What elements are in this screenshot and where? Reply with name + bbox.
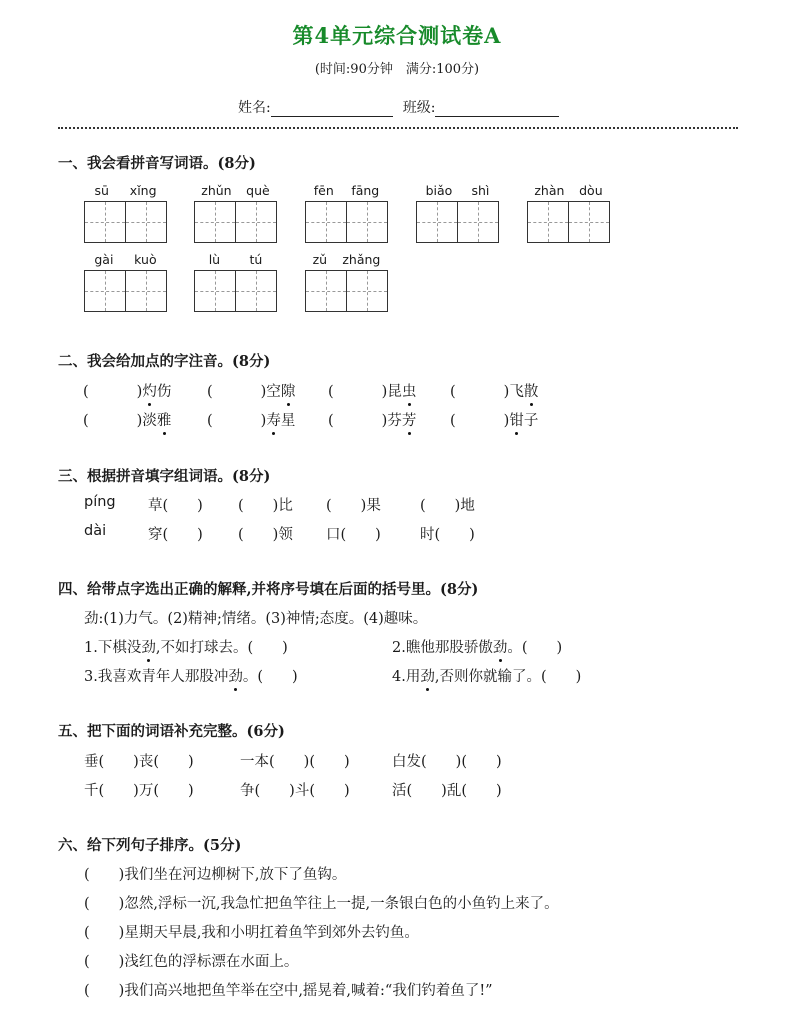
pinyin-word-box[interactable] [305,252,388,312]
paren-close: ) [136,384,143,400]
q-text: 2.瞧他那股骄傲 [392,640,493,656]
sentence-item[interactable]: ( )忽然,浮标一沉,我急忙把鱼竿往上一提,一条银白色的小鱼钓上来了。 [84,896,559,912]
section-1-heading: 一、我会看拼音写词语。(8分) [58,155,256,172]
dotted-char: 劲 [420,665,435,686]
char: 淡 [142,413,157,429]
sentence-item[interactable]: ( )星期天早晨,我和小明扛着鱼竿到郊外去钓鱼。 [84,925,419,941]
fill-item[interactable]: ( )果 [326,498,381,514]
section-3-heading: 三、根据拼音填字组词语。(8分) [58,468,271,485]
dotted-char: 钳 [509,409,524,430]
pinyin-label: píng [84,494,116,510]
char: 星 [280,413,296,429]
sentence-item[interactable]: ( )浅红色的浮标漂在水面上。 [84,954,299,970]
q-text: 4.用 [392,669,421,685]
dotted-char: 散 [524,380,539,401]
dotted-char: 灼 [142,380,157,401]
tianzige-grid[interactable] [194,201,277,243]
paren-close: ) [136,413,143,429]
fill-item[interactable]: 草( ) [148,498,203,514]
question-2[interactable] [392,636,562,657]
exam-info: (时间:90分钟 满分:100分) [314,62,480,77]
paren-close: ) [503,413,510,429]
write-cell[interactable] [195,202,235,242]
pinyin-word-box[interactable] [84,183,167,243]
tianzige-grid[interactable] [527,201,610,243]
fill-item[interactable]: ( )领 [238,527,293,543]
phonetic-item[interactable] [328,409,416,430]
section-5-heading: 五、把下面的词语补充完整。(6分) [58,723,285,740]
question-3[interactable] [84,665,298,686]
pinyin-syllable: biǎo [425,183,453,198]
write-cell[interactable] [85,271,125,311]
char: 芬 [387,413,402,429]
paren-close: ) [260,384,267,400]
write-cell[interactable] [528,202,568,242]
idiom-item[interactable]: 垂( )丧( ) [84,754,194,770]
write-cell[interactable] [417,202,457,242]
paren-close: ) [381,384,388,400]
paren-open: ( [450,413,456,429]
paren-close: ) [260,413,267,429]
phonetic-item[interactable] [207,380,295,401]
write-cell[interactable] [125,271,166,311]
write-cell[interactable] [125,202,166,242]
tianzige-grid[interactable] [305,270,388,312]
q-text: ,不如打球去。( ) [155,640,288,656]
pinyin-word-box[interactable] [194,183,277,243]
tianzige-grid[interactable] [194,270,277,312]
phonetic-item[interactable] [450,409,538,430]
dotted-char: 虫 [402,380,417,401]
tianzige-grid[interactable] [305,201,388,243]
pinyin-syllable: què [246,183,270,198]
write-cell[interactable] [235,202,276,242]
name-class-row [238,97,559,117]
q-text: 。( ) [507,640,563,656]
question-1[interactable] [84,636,288,657]
phonetic-item[interactable] [83,409,171,430]
idiom-item[interactable]: 千( )万( ) [84,783,194,799]
q-text: ,否则你就输了。( ) [434,669,582,685]
paren-open: ( [450,384,456,400]
sentence-item[interactable]: ( )我们高兴地把鱼竿举在空中,摇晃着,喊着:“我们钓着鱼了!” [84,983,493,999]
pinyin-syllable: zhǎng [342,252,381,267]
pinyin-syllable: tú [249,252,263,267]
pinyin-label: dài [84,523,107,539]
paren-open: ( [83,384,89,400]
pinyin-syllable: shì [471,183,490,198]
question-4[interactable] [392,665,581,686]
q-text: 。( ) [242,669,298,685]
class-blank[interactable] [435,101,559,117]
paren-open: ( [328,384,334,400]
fill-item[interactable]: ( )地 [420,498,475,514]
paren-close: ) [381,413,388,429]
char: 子 [523,413,539,429]
name-label: 姓名: [238,100,271,116]
write-cell[interactable] [195,271,235,311]
fill-item[interactable]: 时( ) [420,527,475,543]
char: 昆 [387,384,402,400]
pinyin-syllable: sū [94,183,109,198]
char: 伤 [156,384,172,400]
char: 飞 [509,384,524,400]
pinyin-syllable: xǐng [129,183,157,198]
pinyin-word-box[interactable] [194,252,277,312]
idiom-item[interactable]: 一本( )( ) [240,754,350,770]
pinyin-syllable: zhàn [534,183,565,198]
page-title: 第4单元综合测试卷A [292,23,502,48]
dotted-char: 劲 [228,665,243,686]
tianzige-grid[interactable] [416,201,499,243]
write-cell[interactable] [306,202,346,242]
idiom-item[interactable]: 白发( )( ) [392,754,502,770]
phonetic-item[interactable] [450,380,538,401]
pinyin-word-box[interactable] [527,183,610,243]
write-cell[interactable] [346,202,387,242]
write-cell[interactable] [85,202,125,242]
section-6-heading: 六、给下列句子排序。(5分) [58,837,242,854]
pinyin-syllable: fēn [313,183,334,198]
q-text: 1.下棋没 [84,640,142,656]
pinyin-syllable: gài [94,252,114,267]
fill-item[interactable]: 穿( ) [148,527,203,543]
q-text: 3.我喜欢青年人那股冲 [84,669,229,685]
write-cell[interactable] [306,271,346,311]
dotted-char: 劲 [493,636,508,657]
name-blank[interactable] [271,101,393,117]
tianzige-grid[interactable] [84,201,167,243]
fill-item[interactable]: 口( ) [326,527,381,543]
write-cell[interactable] [346,271,387,311]
paren-open: ( [328,413,334,429]
dotted-char: 芳 [402,409,417,430]
paren-open: ( [83,413,89,429]
pinyin-syllable: lù [208,252,221,267]
idiom-item[interactable]: 争( )斗( ) [240,783,350,799]
dotted-char: 雅 [157,409,172,430]
phonetic-item[interactable] [207,409,295,430]
char: 空 [266,384,281,400]
fill-item[interactable]: ( )比 [238,498,293,514]
tianzige-grid[interactable] [84,270,167,312]
definition-list: 劲:(1)力气。(2)精神;情绪。(3)神情;态度。(4)趣味。 [84,611,428,627]
paren-open: ( [207,413,213,429]
phonetic-item[interactable] [83,380,171,401]
pinyin-syllable: kuò [134,252,157,267]
paren-open: ( [207,384,213,400]
section-2-heading: 二、我会给加点的字注音。(8分) [58,353,271,370]
pinyin-word-box[interactable] [305,183,388,243]
dotted-char: 隙 [281,380,296,401]
write-cell[interactable] [457,202,498,242]
pinyin-word-box[interactable] [84,252,167,312]
dotted-char: 劲 [141,636,156,657]
pinyin-syllable: zǔ [312,252,328,267]
idiom-item[interactable]: 活( )乱( ) [392,783,502,799]
sentence-item[interactable]: ( )我们坐在河边柳树下,放下了鱼钩。 [84,867,347,883]
paren-close: ) [503,384,510,400]
write-cell[interactable] [235,271,276,311]
dotted-char: 寿 [266,409,281,430]
dotted-divider [58,127,738,129]
pinyin-syllable: fāng [351,183,380,198]
phonetic-item[interactable] [328,380,416,401]
pinyin-word-box[interactable] [416,183,499,243]
write-cell[interactable] [568,202,609,242]
pinyin-syllable: zhǔn [201,183,232,198]
class-label: 班级: [402,100,436,116]
pinyin-syllable: dòu [579,183,603,198]
section-4-heading: 四、给带点字选出正确的解释,并将序号填在后面的括号里。(8分) [58,581,479,598]
